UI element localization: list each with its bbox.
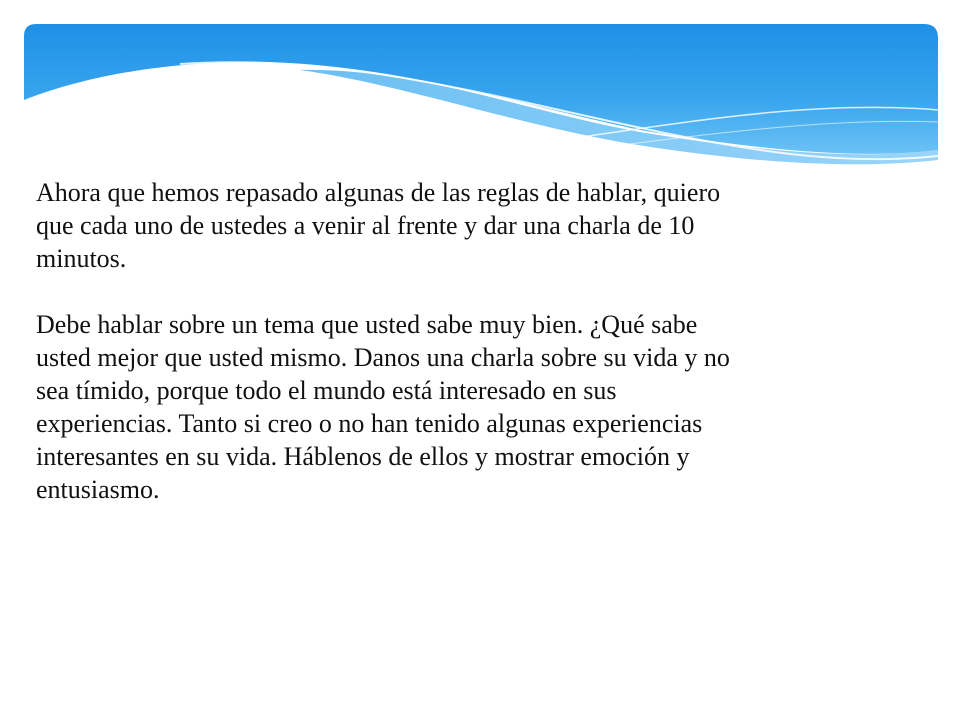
paragraph-intro <box>36 176 936 275</box>
slide-body-text <box>36 176 936 506</box>
header-wave-banner <box>0 0 960 180</box>
text-line: interesantes en su vida. Háblenos de ellos y mostrar emoción y <box>36 442 690 471</box>
text-line: que cada uno de ustedes a venir al frente y dar una charla de 10 <box>36 211 695 240</box>
text-line: entusiasmo. <box>36 475 160 504</box>
text-line: Ahora que hemos repasado algunas de las reglas de hablar, quiero <box>36 178 721 207</box>
text-line: usted mejor que usted mismo. Danos una charla sobre su vida y no <box>36 343 730 372</box>
text-line: minutos. <box>36 244 127 273</box>
text-line: sea tímido, porque todo el mundo está interesado en sus <box>36 376 617 405</box>
paragraph-spacer <box>36 275 936 308</box>
text-line: Debe hablar sobre un tema que usted sabe muy bien. ¿Qué sabe <box>36 310 698 339</box>
text-line: experiencias. Tanto si creo o no han tenido algunas experiencias <box>36 409 703 438</box>
banner-shape <box>24 24 938 154</box>
paragraph-instructions <box>36 308 936 506</box>
